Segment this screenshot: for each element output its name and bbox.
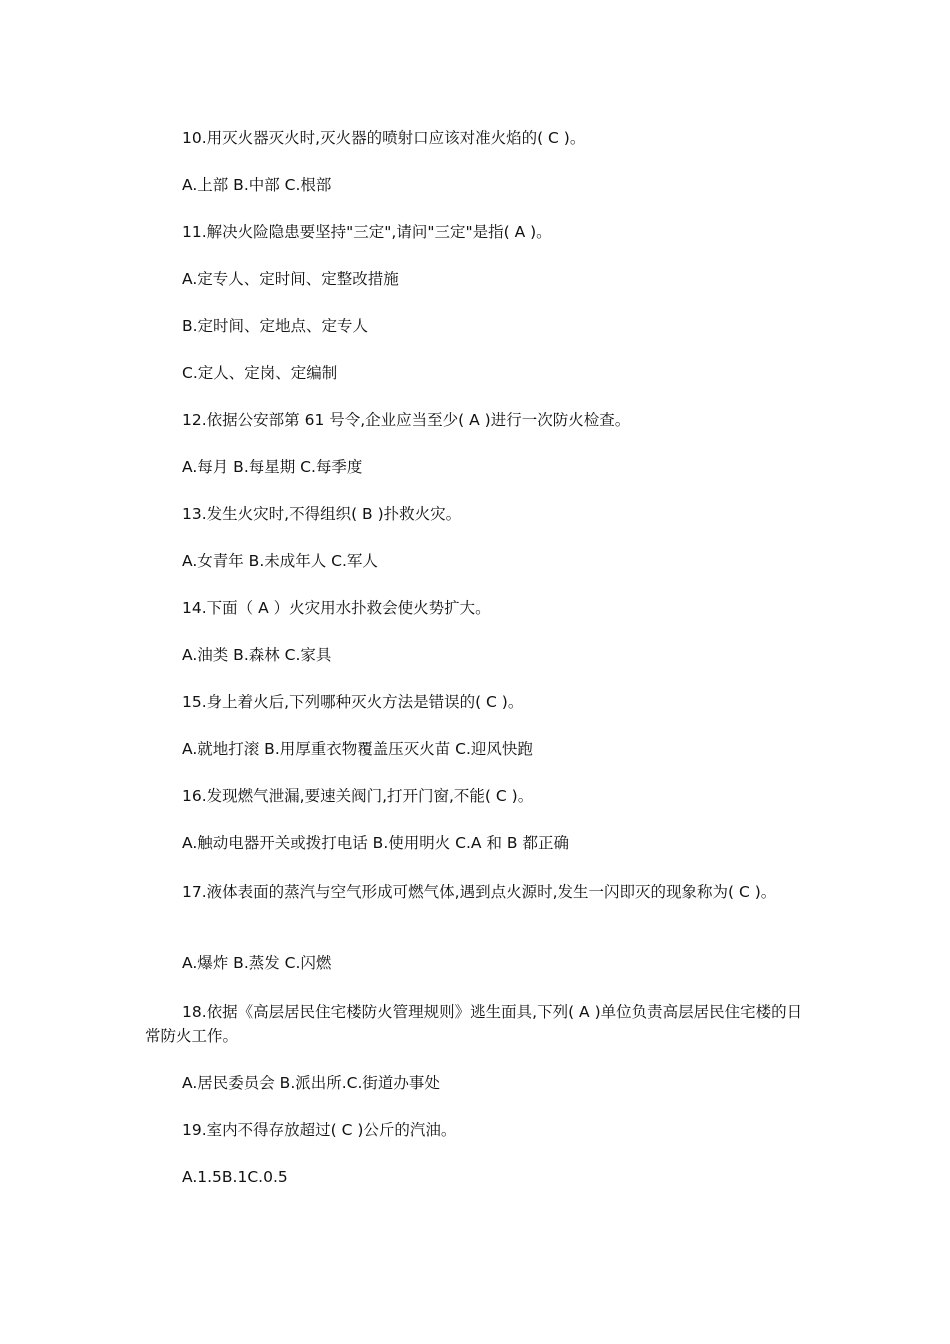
options-15: A.就地打滚 B.用厚重衣物覆盖压灭火苗 C.迎风快跑 [182, 740, 533, 758]
question-12: 12.依据公安部第 61 号令,企业应当至少( A )进行一次防火检查。 [182, 411, 631, 429]
question-19: 19.室内不得存放超过( C )公斤的汽油。 [182, 1121, 457, 1139]
options-10: A.上部 B.中部 C.根部 [182, 176, 332, 194]
options-19: A.1.5B.1C.0.5 [182, 1168, 288, 1186]
option-11-c: C.定人、定岗、定编制 [182, 364, 338, 382]
options-17: A.爆炸 B.蒸发 C.闪燃 [182, 954, 332, 972]
options-14: A.油类 B.森林 C.家具 [182, 646, 332, 664]
question-13: 13.发生火灾时,不得组织( B )扑救火灾。 [182, 505, 462, 523]
options-13: A.女青年 B.未成年人 C.军人 [182, 552, 378, 570]
question-17: 17.液体表面的蒸汽与空气形成可燃气体,遇到点火源时,发生一闪即灭的现象称为( C )。 [182, 883, 777, 901]
question-14: 14.下面（ A ）火灾用水扑救会使火势扩大。 [182, 599, 491, 617]
question-11: 11.解决火险隐患要坚持"三定",请问"三定"是指( A )。 [182, 223, 552, 241]
question-10: 10.用灭火器灭火时,灭火器的喷射口应该对准火焰的( C )。 [182, 129, 586, 147]
question-15: 15.身上着火后,下列哪种灭火方法是错误的( C )。 [182, 693, 524, 711]
option-11-a: A.定专人、定时间、定整改措施 [182, 270, 399, 288]
options-18: A.居民委员会 B.派出所.C.街道办事处 [182, 1074, 440, 1092]
option-11-b: B.定时间、定地点、定专人 [182, 317, 369, 335]
options-16: A.触动电器开关或拨打电话 B.使用明火 C.A 和 B 都正确 [182, 834, 569, 852]
options-12: A.每月 B.每星期 C.每季度 [182, 458, 363, 476]
question-16: 16.发现燃气泄漏,要速关阀门,打开门窗,不能( C )。 [182, 787, 534, 805]
question-18: 18.依据《高层居民住宅楼防火管理规则》逃生面具,下列( A )单位负责高层居民住宅楼的日常防火工作。 [145, 1003, 803, 1045]
